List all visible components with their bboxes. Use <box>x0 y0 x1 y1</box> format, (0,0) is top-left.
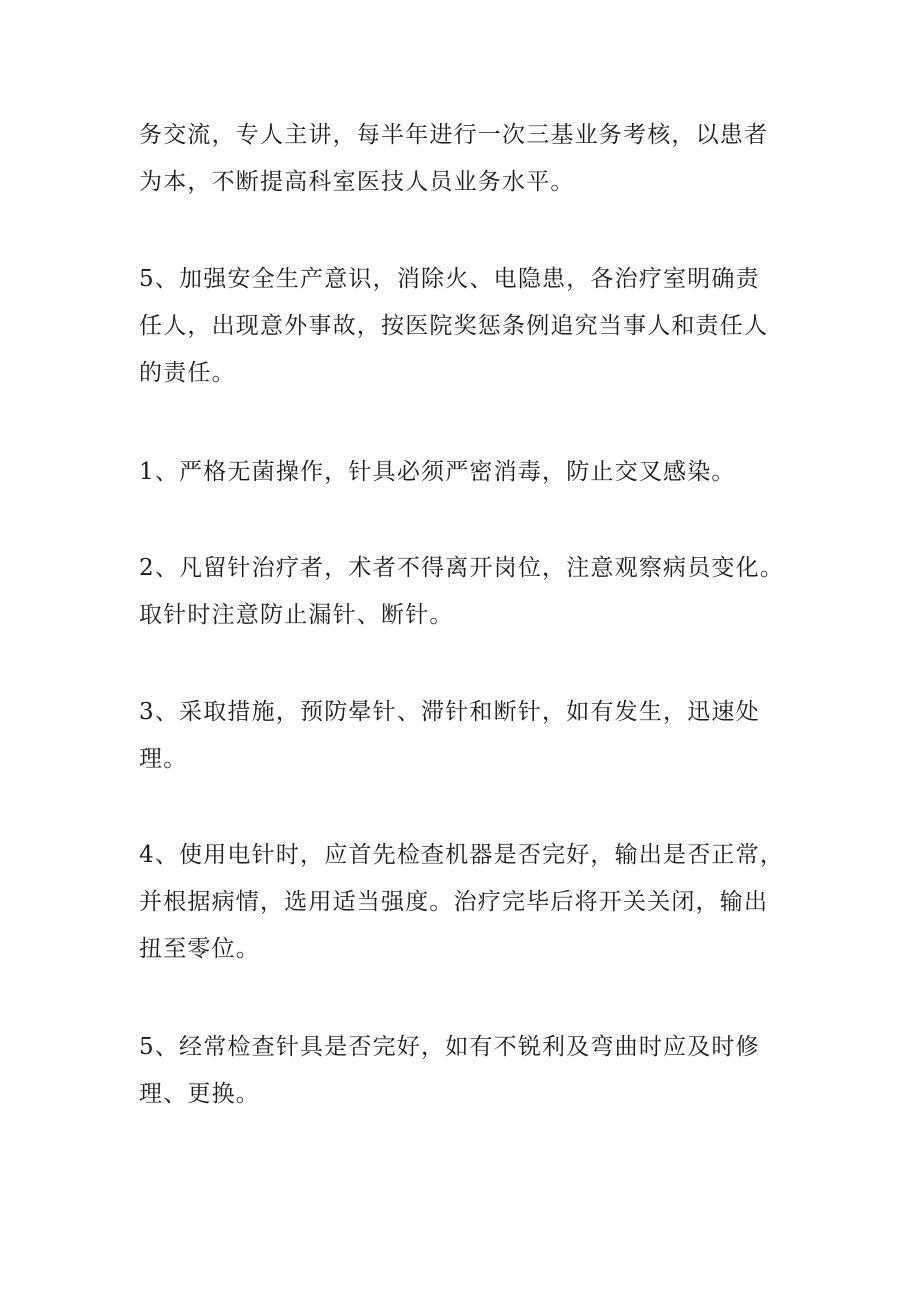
paragraph-line: 并根据病情，选用适当强度。治疗完毕后将开关关闭，输出 <box>139 889 769 915</box>
paragraph-line: 务交流，专人主讲，每半年进行一次三基业务考核，以患者 <box>139 122 769 148</box>
paragraph-line: 为本，不断提高科室医技人员业务水平。 <box>139 169 575 195</box>
paragraph-sterile-operation <box>139 449 799 496</box>
paragraph-business-exchange <box>139 112 799 206</box>
paragraph-line: 2、凡留针治疗者，术者不得离开岗位，注意观察病员变化。 <box>139 555 785 581</box>
paragraph-line: 取针时注意防止漏针、断针。 <box>139 602 454 628</box>
paragraph-line: 理、更换。 <box>139 1081 260 1107</box>
paragraph-line: 任人，出现意外事故，按医院奖惩条例追究当事人和责任人 <box>139 313 769 339</box>
paragraph-line: 理。 <box>139 746 188 772</box>
paragraph-line: 4、使用电针时，应首先检查机器是否完好，输出是否正常， <box>139 842 785 868</box>
paragraph-electro-acupuncture <box>139 832 799 973</box>
paragraph-line: 1、严格无菌操作，针具必须严密消毒，防止交叉感染。 <box>139 459 736 485</box>
paragraph-prevent-needle-accidents <box>139 689 799 783</box>
paragraph-needle-retention <box>139 545 799 639</box>
paragraph-line: 的责任。 <box>139 360 236 386</box>
paragraph-check-needles <box>139 1024 799 1118</box>
paragraph-line: 3、采取措施，预防晕针、滞针和断针，如有发生，迅速处 <box>139 699 760 725</box>
paragraph-safety-production <box>139 256 799 397</box>
paragraph-line: 5、加强安全生产意识，消除火、电隐患，各治疗室明确责 <box>139 266 760 292</box>
paragraph-line: 5、经常检查针具是否完好，如有不锐利及弯曲时应及时修 <box>139 1034 760 1060</box>
paragraph-line: 扭至零位。 <box>139 936 260 962</box>
